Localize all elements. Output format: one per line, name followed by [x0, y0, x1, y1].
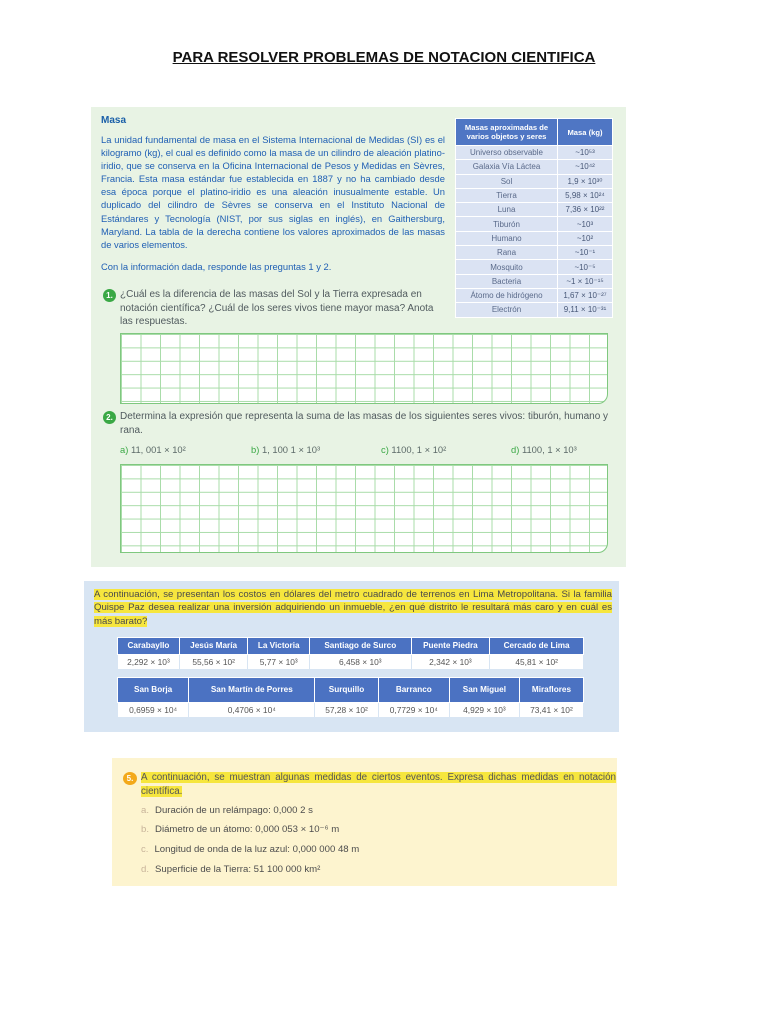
mass-table-cell-mass: ~10³: [558, 217, 613, 231]
item-letter: d.: [141, 864, 150, 875]
question-1-text: ¿Cuál es la diferencia de las masas del Sol y la Tierra expresada en notación científica? ¿Cuál de los seres vivos tiene mayor masa? Anota las respuestas.: [120, 289, 434, 327]
district-price: 73,41 × 10²: [519, 703, 583, 718]
option-letter: a): [120, 444, 129, 455]
mass-table-cell-object: Electrón: [456, 303, 558, 317]
costs-table-header-row: [118, 638, 584, 655]
option-letter: d): [511, 444, 520, 455]
mass-table-cell-object: Mosquito: [456, 260, 558, 274]
item-letter: b.: [141, 824, 150, 835]
page-title: PARA RESOLVER PROBLEMAS DE NOTACION CIENTIFICA: [172, 49, 596, 66]
mass-table-cell-object: Tiburón: [456, 217, 558, 231]
mass-table-row: [456, 231, 613, 245]
mass-table-cell-object: Tierra: [456, 188, 558, 202]
mass-table-row: [456, 217, 613, 231]
district-price: 57,28 × 10²: [315, 703, 378, 718]
district-price: 55,56 × 10²: [179, 655, 248, 670]
option-letter: b): [251, 444, 260, 455]
district-name: Santiago de Surco: [310, 638, 412, 655]
district-price: 4,929 × 10³: [449, 703, 519, 718]
mass-table-row: [456, 203, 613, 217]
district-price: 5,77 × 10³: [248, 655, 310, 670]
district-name: San Martín de Porres: [189, 678, 315, 703]
mass-table: [455, 118, 613, 318]
option-d[interactable]: [511, 444, 577, 455]
option-value: 1100, 1 × 10³: [521, 444, 577, 455]
costs-text-highlight: A continuación, se presentan los costos en dólares del metro cuadrado de terrenos en Lima Metropolitana. Si la familia Quispe Paz desea realizar una inversión adquiriendo un inmueble, ¿en qué distrito le resultará más caro y en cuál es más barato?: [94, 589, 612, 627]
event-item-a: [141, 805, 313, 816]
district-name: Cercado de Lima: [490, 638, 584, 655]
mass-table-header-mass: Masa (kg): [558, 119, 613, 146]
district-name: San Miguel: [449, 678, 519, 703]
costs-table-value-row: [118, 703, 584, 718]
mass-table-cell-mass: ~10²: [558, 231, 613, 245]
option-letter: c): [381, 444, 389, 455]
mass-table-cell-mass: ~10⁴²: [558, 160, 613, 174]
event-item-c: [141, 844, 359, 855]
mass-table-cell-mass: ~10⁻⁵: [558, 260, 613, 274]
mass-table-row: [456, 146, 613, 160]
mass-table-cell-mass: ~10⁵³: [558, 146, 613, 160]
event-item-d: [141, 864, 320, 875]
item-text: Superficie de la Tierra: 51 100 000 km²: [155, 864, 321, 875]
district-name: Carabayllo: [118, 638, 180, 655]
mass-table-cell-mass: 1,67 × 10⁻²⁷: [558, 288, 613, 302]
option-value: 1100, 1 × 10²: [391, 444, 447, 455]
district-price: 0,7729 × 10⁴: [378, 703, 449, 718]
mass-paragraph: La unidad fundamental de masa en el Sistema Internacional de Medidas (SI) es el kilogramo (kg), el cual es definido como la masa de un cilindro de aleación platino-iridio, que se conserva en la Oficina Internacional de Pesos y Medidas en Sèvres, Francia. Esta masa estándar fue establecida en 1887 y no ha cambiado desde esa época porque el platino-iridio es una aleación inusualmente estable. Un duplicado del cilindro de Sèvres se conserva en el Instituto Nacional de Estándares y Tecnología (NIST, por sus siglas en inglés), en Gaithersburg, Maryland. La tabla de la derecha contiene los valores aproximados de las masas de varios elementos.: [101, 134, 445, 250]
item-text: Duración de un relámpago: 0,000 2 s: [155, 805, 313, 816]
mass-table-cell-object: Átomo de hidrógeno: [456, 288, 558, 302]
events-text-highlight: A continuación, se muestran algunas medidas de ciertos eventos. Expresa dichas medidas en notación científica.: [141, 772, 616, 797]
district-name: Miraflores: [519, 678, 583, 703]
district-price: 45,81 × 10²: [490, 655, 584, 670]
item-letter: c.: [141, 844, 149, 855]
mass-table-cell-object: Galaxia Vía Láctea: [456, 160, 558, 174]
district-name: Surquillo: [315, 678, 378, 703]
mass-table-row: [456, 160, 613, 174]
mass-table-cell-mass: 1,9 × 10³⁰: [558, 174, 613, 188]
option-value: 1, 100 1 × 10³: [261, 444, 321, 455]
question-5-number: 5.: [123, 772, 137, 785]
district-name: Barranco: [378, 678, 449, 703]
mass-table-cell-object: Luna: [456, 203, 558, 217]
question-2-text: Determina la expresión que representa la suma de las masas de los siguientes seres vivos: tiburón, humano y rana.: [120, 411, 609, 436]
option-b[interactable]: [251, 444, 320, 455]
mass-table-cell-mass: 9,11 × 10⁻³¹: [558, 303, 613, 317]
mass-table-cell-object: Rana: [456, 246, 558, 260]
item-letter: a.: [141, 805, 150, 816]
district-name: San Borja: [118, 678, 189, 703]
mass-table-cell-object: Sol: [456, 174, 558, 188]
mass-table-cell-object: Universo observable: [456, 146, 558, 160]
question-1-number: 1.: [103, 289, 116, 302]
mass-table-cell-mass: ~1 × 10⁻¹⁵: [558, 274, 613, 288]
costs-table-2: [117, 677, 584, 718]
mass-table-cell-object: Bacteria: [456, 274, 558, 288]
events-text: [141, 771, 616, 798]
mass-table-row: [456, 260, 613, 274]
costs-table-value-row: [118, 655, 584, 670]
district-name: La Victoria: [248, 638, 310, 655]
option-c[interactable]: [381, 444, 446, 455]
district-name: Puente Piedra: [411, 638, 490, 655]
costs-text: [94, 588, 612, 628]
mass-table-cell-object: Humano: [456, 231, 558, 245]
option-value: 11, 001 × 10²: [130, 444, 186, 455]
mass-table-row: [456, 174, 613, 188]
event-item-b: [141, 824, 339, 835]
mass-table-row: [456, 188, 613, 202]
district-price: 0,6959 × 10⁴: [118, 703, 189, 718]
mass-table-row: [456, 288, 613, 302]
costs-table-1: [117, 637, 584, 670]
mass-table-row: [456, 303, 613, 317]
mass-table-cell-mass: 5,98 × 10²⁴: [558, 188, 613, 202]
question-2-number: 2.: [103, 411, 116, 424]
option-a[interactable]: [120, 444, 186, 455]
mass-table-header-object: Masas aproximadas de varios objetos y seres: [456, 119, 558, 146]
district-price: 0,4706 × 10⁴: [189, 703, 315, 718]
item-text: Diámetro de un átomo: 0,000 053 × 10⁻⁶ m: [155, 824, 340, 835]
mass-table-cell-mass: 7,36 × 10²²: [558, 203, 613, 217]
answer-grid-1[interactable]: [120, 333, 608, 404]
mass-instruction: Con la información dada, responde las preguntas 1 y 2.: [101, 261, 332, 272]
item-text: Longitud de onda de la luz azul: 0,000 000 48 m: [154, 844, 360, 855]
costs-table-header-row: [118, 678, 584, 703]
district-price: 6,458 × 10³: [310, 655, 412, 670]
district-name: Jesús María: [179, 638, 248, 655]
mass-table-cell-mass: ~10⁻¹: [558, 246, 613, 260]
mass-table-row: [456, 274, 613, 288]
district-price: 2,292 × 10³: [118, 655, 180, 670]
answer-grid-2[interactable]: [120, 464, 608, 553]
district-price: 2,342 × 10³: [411, 655, 490, 670]
mass-table-row: [456, 246, 613, 260]
section-title: Masa: [101, 115, 127, 126]
